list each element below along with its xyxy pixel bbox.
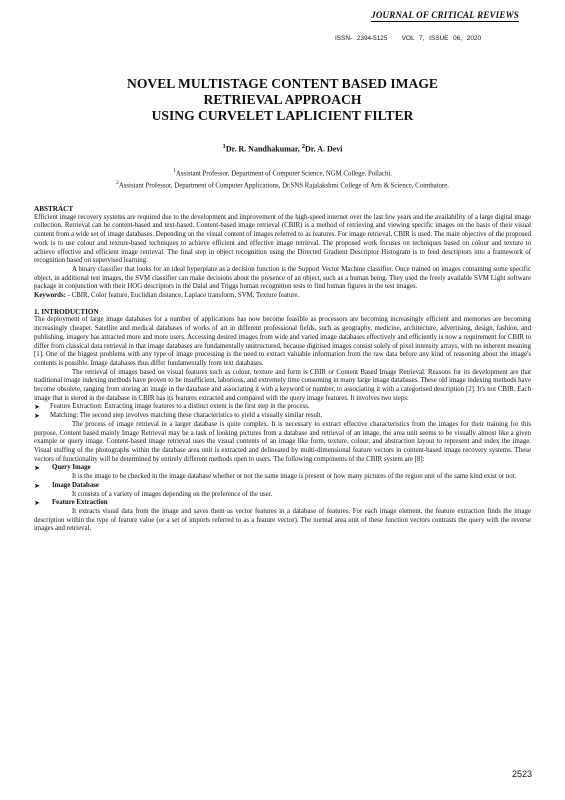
abstract-heading: ABSTRACT xyxy=(34,205,74,213)
keywords-label: Keywords: xyxy=(34,292,66,300)
component-3-title xyxy=(34,499,531,508)
volume-issue: VOL 7, ISSUE 06, 2020 xyxy=(401,35,481,42)
affiliation-2 xyxy=(34,180,531,189)
introduction-heading: 1. INTRODUCTION xyxy=(34,307,99,316)
component-2-title-text: Image Database xyxy=(52,481,99,489)
arrow-bullet-icon: ➤ xyxy=(34,464,40,473)
arrow-bullet-icon: ➤ xyxy=(34,481,40,490)
affiliation-1 xyxy=(34,168,531,177)
introduction-paragraph-2: The retrieval of images based on visual features such as colour, texture and form is CBIR or Content Based Image Retrieval. Reasons for its development are that traditional image indexing methods have proven to be insufficient, laborious, and extremely time consuming in many large image databases. These old image indexing methods have become obsolete, ranging from storing an image in the database and associating it with a keyword or number, to associating it with a categorised description [2]. It's not CBIR. Each image that is stored in the database in CBIR has its features extracted and compared with the query image features. It involves two steps: xyxy=(34,368,531,402)
arrow-bullet-icon: ➤ xyxy=(34,412,40,421)
component-3-title-text: Feature Extraction xyxy=(52,499,108,507)
author-2-sup: 2 xyxy=(301,143,306,150)
component-2-text: It consists of a variety of images depending on the preference of the user. xyxy=(72,490,273,498)
step-1-text: Feature Extraction: Extracting image features to a distinct extent is the first step in the process. xyxy=(50,403,310,411)
component-1-text: It is the image to be checked in the image database whether or not the same image is present or how many pictures of the region unit of the same kind exist or not. xyxy=(72,473,517,481)
introduction-paragraph-1: The deployment of large image databases for a number of applications has now become feasible as processors are becoming increasingly efficient and memories are becoming increasingly cheaper. Satellite and medical databases of works of art in different professional fields, such as geography, medicine, architecture, advertising, design, fashion, and publishing, imagery has attracted more and more users. Accessing desired images from wide and varied image databases effectively and efficiently is now a requirement for CBIR to differ from classical data retrieval in that image databases are fundamentally unstructured, because digitised images consist solely of pixel intensity arrays, with no inherent meaning [1]. One of the biggest problems with any type of image processing is the need to extract valuable information from the raw data before any kind of reasoning about the image's contents is possible. Image databases thus differ fundamentally from text databases. xyxy=(34,316,531,367)
component-1-title-text: Query Image xyxy=(52,464,91,472)
component-1-title xyxy=(34,464,531,473)
affiliation-2-text: Assistant Professor, Department of Computer Applications, Dr.SNS Rajalakshmi College of Arts & Science, Coimbatore. xyxy=(118,182,449,190)
component-3-text: It extracts visual data from the image and saves them as vector features in a database of features. For each image element, the feature extraction finds the image description within the type of feature value (or a set of imports referred to as a feature vector). The normal area unit of these function vectors contrasts the query with the reverse images and retrieval. xyxy=(34,507,531,533)
journal-name: JOURNAL OF CRITICAL REVIEWS xyxy=(371,10,519,20)
arrow-bullet-icon: ➤ xyxy=(34,403,40,412)
paper-title xyxy=(34,76,531,124)
author-2: Dr. A. Devi xyxy=(305,144,343,154)
issn-volume-line xyxy=(335,35,481,42)
step-2 xyxy=(34,412,531,421)
step-2-text: Matching: The second step involves matching these characteristics to yield a visually similar result. xyxy=(50,412,323,420)
authors xyxy=(34,143,531,154)
page-number: 2523 xyxy=(511,769,532,779)
step-1 xyxy=(34,403,531,412)
issn: ISSN- 2394-5125 xyxy=(335,35,388,42)
title-line-1: NOVEL MULTISTAGE CONTENT BASED IMAGE xyxy=(127,76,438,91)
keywords-text: - CBIR, Color feature, Euclidian distance, Laplace transform, SVM, Texture feature. xyxy=(65,292,300,300)
title-line-2: RETRIEVAL APPROACH xyxy=(203,92,362,107)
arrow-bullet-icon: ➤ xyxy=(34,499,40,508)
keywords xyxy=(34,292,531,301)
affiliation-1-text: Assistant Professor, Department of Computer Science, NGM College, Pollachi. xyxy=(175,170,392,178)
author-1-sup: 1 xyxy=(222,143,226,150)
abstract-paragraph-2: A binary classifier that looks for an ideal hyperplane as a decision function is the Support Vector Machine classifier. Once trained on images containing some specific object, in additional test images, the SVM classifier can make decisions about the presence of an object, such as a human being. They used the freely available SVM Light software package in conjunction with their HOG descriptors in the Dalal and Triggs human recognition tests to find human figures in the test images. xyxy=(34,265,531,291)
title-line-3: USING CURVELET LAPLICIENT FILTER xyxy=(151,108,414,123)
affiliation-1-sup: 1 xyxy=(173,168,176,174)
paper-body xyxy=(34,205,531,534)
abstract-paragraph-1: Efficient image recovery systems are required due to the development and improvement of the high-speed internet over the last few years and the availability of a large digital image collection. Retrieval can be content-based and text-based. Content-based image retrieval (CBIR) is a method of retrieving and viewing specific images on the basis of their visual content from a wide set of image databases. Depending on the visual content of images referred to as features. For image retrieval, CBIR is used. The main objective of the proposed work is to use colour and texture-based techniques to achieve efficient and effective image retrieval. The proposed work focuses on techniques based on colour and texture to achieve effective and efficient image retrieval. The final step in object recognition using the Directed Gradient Descriptor Histogram is to feed descriptors into a framework of recognition based on supervised learning. xyxy=(34,213,531,265)
component-2-title xyxy=(34,482,531,491)
introduction-paragraph-3: The process of image retrieval in a larger database is quite complex. It is necessary to extract effective characteristics from the images for their training for this purpose. Content based mainly Image Retrieval may be a task of looking pictures from a database and retrieval of an image, the area unit seems to be visually almost like a given example or query image. Content-based image retrieval uses the visual contents of an image like form, texture, colour, and abstraction layout to represent and index the image. Visual stuffing of the photographs within the database area unit is extracted and delineated by multi-dimensional feature vectors in content-based image recovery systems. These vectors of functionality will be determined by entirely different methods open to users. The following components of the CBIR system are [8]: xyxy=(34,420,531,463)
author-1: Dr. R. Nandhakumar, xyxy=(225,144,302,154)
affiliation-2-sup: 2 xyxy=(116,180,119,186)
